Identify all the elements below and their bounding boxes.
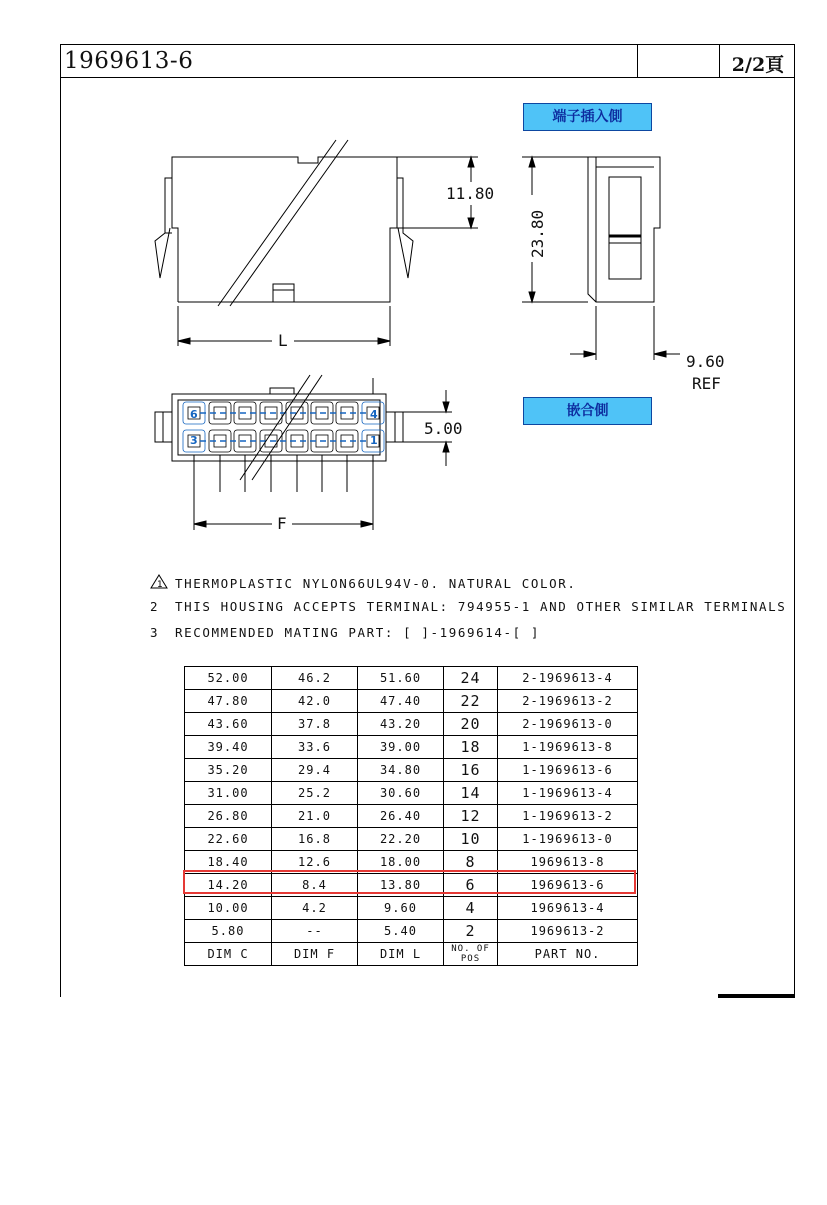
table-cell: 26.80 — [185, 805, 272, 828]
table-cell: 1-1969613-4 — [498, 782, 638, 805]
dim-5-00: 5.00 — [424, 419, 463, 438]
table-cell: 13.80 — [358, 874, 444, 897]
terminal-insert-side-label: 端子插入側 — [523, 103, 652, 131]
highlight-box — [183, 870, 636, 894]
table-row — [185, 690, 638, 713]
table-cell: 20 — [444, 713, 498, 736]
table-cell: -- — [272, 920, 358, 943]
page-number: 2/2頁 — [731, 54, 785, 76]
table-cell: 6 — [444, 874, 498, 897]
table-header-row — [185, 943, 638, 966]
dim-9-60: 9.60 — [686, 352, 725, 371]
cavity-label-6: 6 — [190, 408, 198, 421]
table-cell: 1969613-8 — [498, 851, 638, 874]
table-cell: 29.4 — [272, 759, 358, 782]
table-cell: 21.0 — [272, 805, 358, 828]
note-3 — [150, 625, 540, 640]
warning-triangle-icon — [150, 574, 175, 592]
front-view — [155, 140, 478, 346]
table-cell: 9.60 — [358, 897, 444, 920]
note-3-text: RECOMMENDED MATING PART: [ ]-1969614-[ ] — [175, 625, 541, 640]
table-cell: 33.6 — [272, 736, 358, 759]
mating-face-view — [155, 375, 452, 530]
table-row — [185, 920, 638, 943]
table-header-cell: DIM L — [358, 943, 444, 966]
table-cell: 35.20 — [185, 759, 272, 782]
table-cell: 1-1969613-0 — [498, 828, 638, 851]
table-cell: 42.0 — [272, 690, 358, 713]
part-number-title: 1969613-6 — [64, 48, 194, 74]
table-cell: 12.6 — [272, 851, 358, 874]
table-header-cell: PART NO. — [498, 943, 638, 966]
svg-text:1: 1 — [157, 580, 165, 589]
table-cell: 14.20 — [185, 874, 272, 897]
table-cell: 8 — [444, 851, 498, 874]
table-cell: 26.40 — [358, 805, 444, 828]
table-cell: 37.8 — [272, 713, 358, 736]
note-1 — [150, 573, 577, 591]
table-cell: 2-1969613-4 — [498, 667, 638, 690]
table-cell: 14 — [444, 782, 498, 805]
note-1-text: THERMOPLASTIC NYLON66UL94V-0. NATURAL COLOR. — [175, 576, 577, 591]
table-cell: 47.80 — [185, 690, 272, 713]
table-cell: 5.80 — [185, 920, 272, 943]
table-cell: 1969613-4 — [498, 897, 638, 920]
table-row — [185, 713, 638, 736]
table-row — [185, 805, 638, 828]
table-header-cell: NO. OF POS — [444, 943, 498, 966]
mating-side-label: 嵌合側 — [523, 397, 652, 425]
table-header-cell: DIM C — [185, 943, 272, 966]
table-cell: 39.00 — [358, 736, 444, 759]
table-cell: 10.00 — [185, 897, 272, 920]
cavity-label-1: 1 — [370, 434, 378, 447]
dim-23-80: 23.80 — [528, 209, 547, 258]
note-2-text: THIS HOUSING ACCEPTS TERMINAL: 794955-1 AND OTHER SIMILAR TERMINALS — [175, 599, 787, 614]
table-header-cell: DIM F — [272, 943, 358, 966]
table-cell: 16.8 — [272, 828, 358, 851]
cavity-label-4: 4 — [370, 408, 378, 421]
dimension-table — [184, 666, 638, 966]
table-cell: 47.40 — [358, 690, 444, 713]
table-cell: 22.20 — [358, 828, 444, 851]
table-cell: 22 — [444, 690, 498, 713]
table-cell: 18.40 — [185, 851, 272, 874]
table-cell: 34.80 — [358, 759, 444, 782]
table-cell: 2 — [444, 920, 498, 943]
dim-F-label: F — [277, 514, 287, 533]
note-3-number: 3 — [150, 625, 160, 640]
table-cell: 8.4 — [272, 874, 358, 897]
table-cell: 2-1969613-0 — [498, 713, 638, 736]
table-row — [185, 782, 638, 805]
dim-11-80: 11.80 — [446, 184, 495, 203]
table-cell: 5.40 — [358, 920, 444, 943]
table-row — [185, 667, 638, 690]
table-cell: 24 — [444, 667, 498, 690]
table-cell: 1-1969613-6 — [498, 759, 638, 782]
cavity-label-3: 3 — [190, 434, 198, 447]
table-cell: 1-1969613-2 — [498, 805, 638, 828]
table-cell: 30.60 — [358, 782, 444, 805]
table-cell: 39.40 — [185, 736, 272, 759]
table-cell: 12 — [444, 805, 498, 828]
table-cell: 43.20 — [358, 713, 444, 736]
note-2 — [150, 599, 786, 614]
table-cell: 4 — [444, 897, 498, 920]
table-cell: 16 — [444, 759, 498, 782]
table-cell: 1969613-6 — [498, 874, 638, 897]
table-cell: 52.00 — [185, 667, 272, 690]
table-cell: 46.2 — [272, 667, 358, 690]
table-cell: 31.00 — [185, 782, 272, 805]
table-cell: 51.60 — [358, 667, 444, 690]
table-row — [185, 897, 638, 920]
table-cell: 18 — [444, 736, 498, 759]
dim-L-label: L — [278, 331, 288, 350]
table-cell: 10 — [444, 828, 498, 851]
table-cell: 43.60 — [185, 713, 272, 736]
table-cell: 22.60 — [185, 828, 272, 851]
table-row — [185, 828, 638, 851]
table-cell: 2-1969613-2 — [498, 690, 638, 713]
table-cell: 1-1969613-8 — [498, 736, 638, 759]
note-2-number: 2 — [150, 599, 160, 614]
table-cell: 1969613-2 — [498, 920, 638, 943]
table-cell: 4.2 — [272, 897, 358, 920]
dim-ref: REF — [692, 374, 721, 393]
table-row — [185, 736, 638, 759]
table-cell: 18.00 — [358, 851, 444, 874]
table-cell: 25.2 — [272, 782, 358, 805]
table-row — [185, 759, 638, 782]
